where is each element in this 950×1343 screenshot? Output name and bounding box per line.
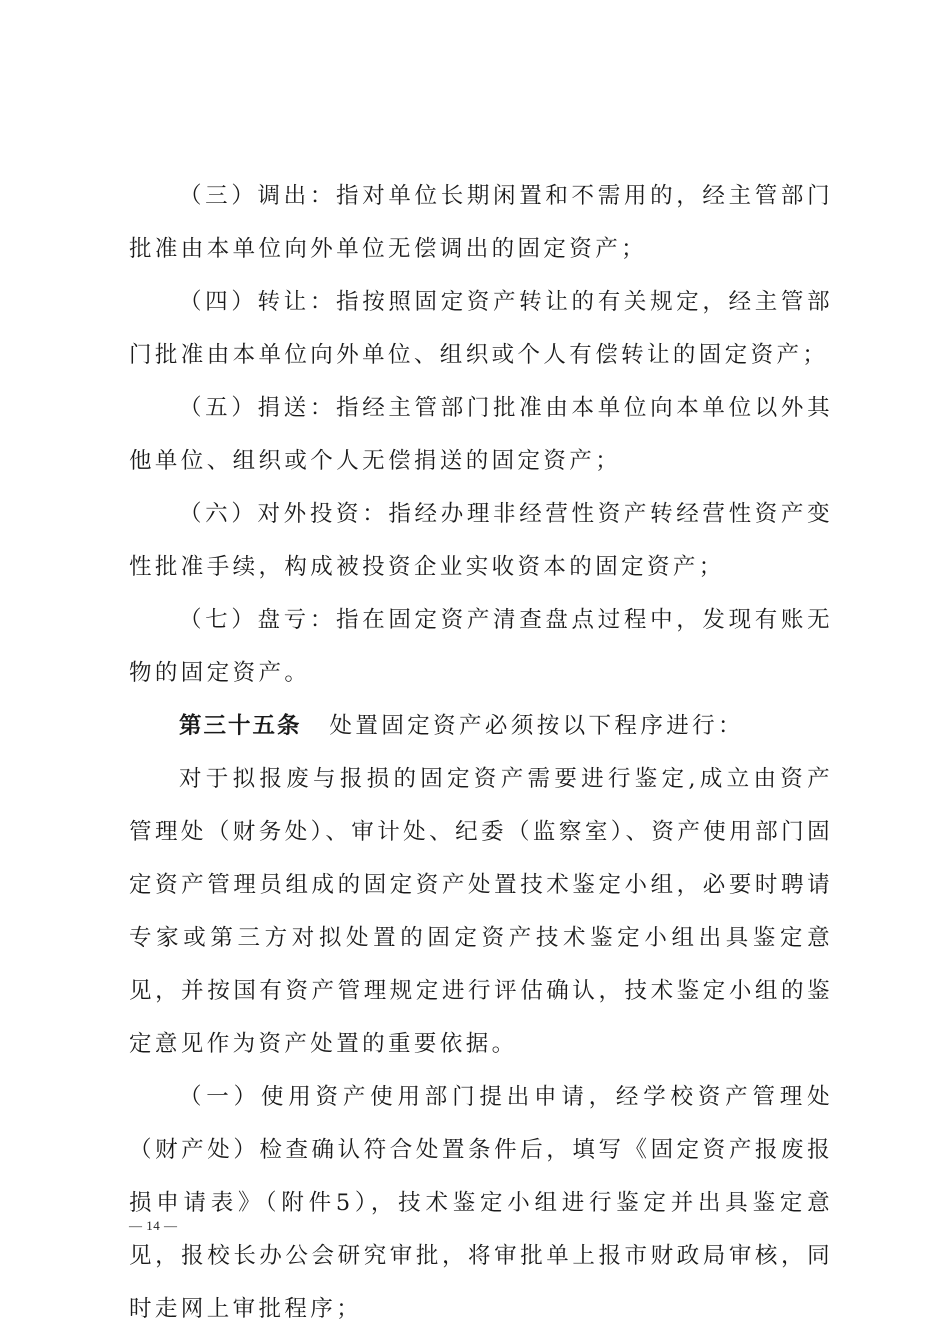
- paragraph-procedure-1: （一）使用资产使用部门提出申请，经学校资产管理处（财产处）检查确认符合处置条件后，填写《固定资产报废报损申请表》（附件5），技术鉴定小组进行鉴定并出具鉴定意见，报校长办公会研究审批，将审批单上报市财政局审核，同时走网上审批程序；: [129, 1084, 833, 1322]
- page-number: — 14 —: [129, 1218, 178, 1233]
- article-text: 处置固定资产必须按以下程序进行：: [329, 713, 744, 739]
- paragraph-item-7: （七）盘亏：指在固定资产清查盘点过程中，发现有账无物的固定资产。: [129, 607, 833, 686]
- paragraph-item-5: （五）捐送：指经主管部门批准由本单位向本单位以外其他单位、组织或个人无偿捐送的固定资产；: [129, 395, 833, 474]
- paragraph-appraisal: 对于拟报废与报损的固定资产需要进行鉴定,成立由资产管理处（财务处）、审计处、纪委（监察室）、资产使用部门固定资产管理员组成的固定资产处置技术鉴定小组，必要时聘请专家或第三方对拟处置的固定资产技术鉴定小组出具鉴定意见，并按国有资产管理规定进行评估确认，技术鉴定小组的鉴定意见作为资产处置的重要依据。: [129, 766, 833, 1057]
- paragraph-item-3: （三）调出：指对单位长期闲置和不需用的，经主管部门批准由本单位向外单位无偿调出的固定资产；: [129, 183, 833, 262]
- paragraph-item-6: （六）对外投资：指经办理非经营性资产转经营性资产变性批准手续，构成被投资企业实收资本的固定资产；: [129, 501, 833, 580]
- article-heading: 第三十五条: [179, 713, 302, 739]
- body-text: [129, 170, 833, 1336]
- paragraph-item-4: （四）转让：指按照固定资产转让的有关规定，经主管部门批准由本单位向外单位、组织或个人有偿转让的固定资产；: [129, 289, 833, 368]
- article-35: [129, 700, 833, 753]
